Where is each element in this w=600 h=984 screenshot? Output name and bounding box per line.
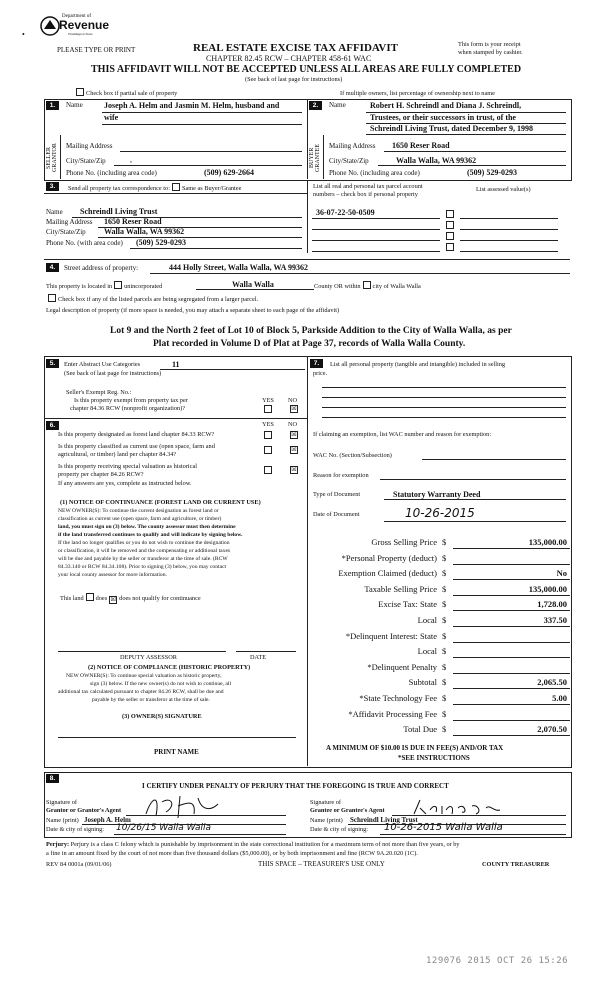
abstract-label: Enter Abstract Use Categories — [64, 361, 141, 368]
corr-name-label: Name — [46, 208, 63, 216]
seller-city-label: City/State/Zip — [66, 157, 106, 165]
county-or-city — [314, 281, 421, 290]
buyer-city-label: City/State/Zip — [329, 157, 369, 165]
amount-underline-1 — [453, 564, 570, 565]
land-label: This land — [60, 595, 84, 602]
grantor-name-label: Name (print) — [46, 817, 79, 824]
section-7-num: 7. — [310, 359, 323, 368]
logo-emblem-icon — [40, 16, 60, 36]
parcel-4-checkbox[interactable] — [446, 243, 454, 251]
amount-dollar-10: $ — [442, 693, 447, 703]
does-label: does — [95, 595, 108, 602]
unincorporated-label: unincorporated — [124, 283, 163, 290]
seller-name-1[interactable]: Joseph A. Helm and Jasmin M. Helm, husband and — [104, 101, 280, 110]
deputy-assessor: DEPUTY ASSESSOR — [120, 654, 177, 661]
parcel-value[interactable]: 36-07-22-50-0509 — [316, 208, 375, 217]
amount-dollar-9: $ — [442, 677, 447, 688]
n1-line-2: classification as current use (open space, farm and agriculture, or timber) — [58, 516, 222, 522]
exempt-yes-checkbox[interactable] — [264, 405, 272, 413]
corr-name-value[interactable]: Schreindl Living Trust — [80, 207, 158, 216]
section-8-num: 8. — [46, 774, 59, 783]
if-yes-note: If any answers are yes, complete as instructed below. — [58, 480, 192, 487]
logo-word: Revenue — [59, 18, 110, 32]
logo-dept: Department of — [62, 14, 92, 19]
section-1-num: 1. — [46, 101, 59, 110]
corr-phone-value[interactable]: (509) 529-0293 — [136, 238, 186, 247]
amount-underline-5 — [453, 626, 570, 627]
buyer-side-label: BUYER GRANTEE — [309, 144, 321, 172]
s5-no: NO — [288, 397, 298, 404]
historic-no-checkbox[interactable]: ☒ — [291, 467, 297, 473]
certify: I CERTIFY UNDER PENALTY OF PERJURY THAT THE FOREGOING IS TRUE AND CORRECT — [142, 782, 449, 790]
amount-value-3[interactable]: 135,000.00 — [528, 583, 567, 594]
partial-sale — [74, 88, 177, 97]
legal-line-2[interactable]: Plat recorded in Volume D of Plat at Page 37, records of Walla Walla County. — [153, 339, 466, 349]
city-of-label: city of Walla Walla — [372, 283, 421, 290]
grantor-agent-label: Grantor or Grantor's Agent — [46, 807, 122, 814]
seller-city-value[interactable]: , — [130, 155, 132, 164]
q-historic-1: Is this property receiving special valuation as historical — [58, 463, 198, 470]
n1-line-1: NEW OWNER(S): To continue the current designation as forest land or — [58, 508, 219, 514]
section-3-num: 3. — [46, 182, 59, 191]
city-checkbox[interactable] — [363, 281, 371, 289]
wac-label: WAC No. (Section/Subsection) — [313, 452, 392, 459]
assessor-date: DATE — [250, 654, 267, 661]
revenue-logo — [40, 14, 110, 40]
does-not-checkbox[interactable]: ☒ — [110, 597, 116, 603]
please-type: PLEASE TYPE OR PRINT — [57, 46, 136, 54]
section-6-num: 6. — [46, 421, 59, 430]
grantee-date-value[interactable]: 10-26-2015 Walla Walla — [384, 822, 503, 833]
amount-underline-4 — [453, 610, 570, 611]
amount-value-9[interactable]: 2,065.50 — [537, 677, 567, 688]
amount-label-12: Total Due — [403, 724, 437, 735]
street-label: Street address of property: — [64, 264, 139, 272]
county-or-label: County OR within — [314, 283, 361, 290]
amount-dollar-6: $ — [442, 630, 447, 641]
reason-label: Reason for exemption — [313, 472, 369, 479]
unincorporated-checkbox[interactable] — [114, 281, 122, 289]
amount-value-0[interactable]: 135,000.00 — [528, 537, 567, 547]
county-value[interactable]: Walla Walla — [232, 280, 274, 289]
see-back-note: (See back of last page for instructions) — [245, 76, 343, 83]
amount-dollar-3: $ — [442, 583, 447, 594]
amount-label-3: Taxable Selling Price — [364, 583, 437, 594]
n1-line-3: land, you must sign on (3) below. The county assessor must then determine — [58, 524, 236, 530]
assessed-label: List assessed value(s) — [476, 186, 531, 193]
n1-line-9: your local county assessor for more information. — [58, 572, 167, 578]
county-treasurer: COUNTY TREASURER — [482, 861, 550, 868]
amount-label-9: Subtotal — [408, 677, 437, 688]
buyer-name-2[interactable]: Trustees, or their successors in trust, of the — [370, 113, 516, 122]
q-current-use-2: agricultural, or timber) land per chapter 84.34? — [58, 451, 177, 458]
doc-date-value[interactable]: 10-26-2015 — [405, 506, 475, 520]
corr-city-value[interactable]: Walla Walla, WA 99362 — [104, 227, 185, 236]
claiming-label: If claiming an exemption, list WAC number and reason for exemption: — [313, 431, 492, 438]
historic-yes-checkbox[interactable] — [264, 466, 272, 474]
amount-underline-6 — [453, 642, 570, 643]
amount-dollar-8: $ — [442, 661, 447, 672]
corr-phone-label: Phone No. (with area code) — [46, 239, 123, 247]
n1-line-5: If the land no longer qualifies or you do not wish to continue the designation — [58, 540, 230, 546]
n2-title: (2) NOTICE OF COMPLIANCE (HISTORIC PROPERTY) — [88, 664, 251, 671]
seller-name-2[interactable]: wife — [104, 113, 119, 122]
amount-label-5: Local — [417, 615, 437, 625]
seller-phone-value[interactable]: (509) 629-2664 — [204, 168, 254, 177]
send-label: Send all property tax correspondence to: — [68, 185, 170, 192]
does-not-label: does not qualify for continuance — [119, 595, 201, 602]
amount-underline-9 — [453, 688, 570, 689]
exempt-reg: Seller's Exempt Reg. No.: — [66, 389, 132, 396]
form-warning: THIS AFFIDAVIT WILL NOT BE ACCEPTED UNLESS ALL AREAS ARE FULLY COMPLETED — [91, 64, 522, 75]
abstract-see-back: (See back of last page for instructions) — [64, 370, 162, 377]
amount-value-12[interactable]: 2,070.50 — [537, 724, 567, 735]
grantee-agent-label: Grantee or Grantee's Agent — [310, 807, 385, 814]
doc-date-label: Date of Document — [313, 511, 360, 518]
q-forest: Is this property designated as forest land chapter 84.33 RCW? — [58, 431, 215, 438]
s5-yes: YES — [262, 397, 274, 404]
bullet-mark: • — [22, 30, 25, 39]
amount-dollar-12: $ — [442, 724, 447, 735]
grantee-name-label: Name (print) — [310, 817, 343, 824]
grantee-name-value[interactable]: Schreindl Living Trust — [350, 816, 418, 824]
see-instructions: *SEE INSTRUCTIONS — [398, 754, 470, 762]
grantor-name-value[interactable]: Joseph A. Helm — [84, 816, 131, 824]
doc-type-label: Type of Document — [313, 491, 361, 498]
seller-phone-label: Phone No. (including area code) — [66, 169, 157, 177]
s6-no: NO — [288, 421, 298, 428]
cashier-stamp: 129076 2015 OCT 26 15:26 — [426, 956, 569, 966]
segregated-row — [46, 294, 258, 303]
n1-title: (1) NOTICE OF CONTINUANCE (FOREST LAND OR CURRENT USE) — [60, 499, 261, 506]
buyer-city-value[interactable]: Walla Walla, WA 99362 — [396, 156, 477, 165]
amount-dollar-2: $ — [442, 568, 447, 579]
form-title: REAL ESTATE EXCISE TAX AFFIDAVIT — [193, 42, 398, 54]
amount-underline-10 — [453, 704, 570, 705]
n2-line-2: sign (3) below. If the new owner(s) do not wish to continue, all — [90, 681, 232, 687]
grantor-date-label: Date & city of signing: — [46, 826, 105, 833]
perjury-label: Perjury: — [46, 841, 70, 848]
amount-underline-3 — [453, 595, 570, 596]
parcel-1-checkbox[interactable] — [446, 210, 454, 218]
section-2-num: 2. — [309, 101, 322, 110]
segregated-checkbox[interactable] — [48, 294, 56, 302]
legal-line-1[interactable]: Lot 9 and the North 2 feet of Lot 10 of Block 5, Parkside Addition to the City of Walla Walla, as per — [110, 326, 512, 336]
amount-underline-11 — [453, 720, 570, 721]
amount-dollar-11: $ — [442, 708, 447, 719]
q-exempt-1: Is this property exempt from property tax per — [74, 397, 188, 404]
corr-mailing-label: Mailing Address — [46, 218, 93, 226]
grantee-sig-label: Signature of — [310, 799, 341, 806]
same-as-label: Same as Buyer/Grantee — [181, 185, 242, 192]
amount-label-0: Gross Selling Price — [371, 537, 437, 547]
section-5-num: 5. — [46, 359, 59, 368]
n2-line-1: NEW OWNER(S): To continue special valuation as historic property, — [66, 673, 222, 679]
amount-underline-0 — [453, 548, 570, 549]
grantor-date-value[interactable]: 10/26/15 Walla Walla — [116, 823, 212, 833]
grantor-sig-label: Signature of — [46, 799, 77, 806]
amount-dollar-0: $ — [442, 537, 447, 547]
logo-state: Washington State — [68, 32, 93, 36]
corr-city-label: City/State/Zip — [46, 228, 86, 236]
current-use-no-checkbox[interactable]: ☒ — [291, 447, 297, 453]
n2-line-4: payable by the seller or transferor at the time of sale. — [92, 697, 210, 703]
personal-1: List all personal property (tangible and intangible) included in selling — [330, 361, 506, 368]
seller-name-label: Name — [66, 101, 83, 109]
print-name: PRINT NAME — [154, 748, 199, 756]
amount-underline-8 — [453, 673, 570, 674]
same-as-buyer-checkbox[interactable] — [172, 183, 180, 191]
buyer-phone-value[interactable]: (509) 529-0293 — [467, 168, 517, 177]
segregated-label: Check box if any of the listed parcels are being segregated from a larger parcel. — [58, 296, 259, 303]
amount-label-7: Local — [417, 646, 437, 657]
amount-value-2[interactable]: No — [556, 568, 567, 579]
parcel-3-checkbox[interactable] — [446, 232, 454, 240]
rev-number: REV 84 0001a (09/01/06) — [46, 861, 112, 868]
buyer-mailing-label: Mailing Address — [329, 142, 376, 150]
current-use-yes-checkbox[interactable] — [264, 446, 272, 454]
legal-label: Legal description of property (if more space is needed, you may attach a separate sheet to each page of the affidavit) — [46, 307, 340, 314]
seller-mailing-label: Mailing Address — [66, 142, 113, 150]
receipt-note-1: This form is your receipt — [458, 41, 521, 48]
amount-label-1: *Personal Property (deduct) — [341, 552, 437, 563]
exempt-no-checkbox[interactable]: ☒ — [291, 406, 297, 412]
section-4-num: 4. — [46, 263, 59, 272]
treasurer-use: THIS SPACE – TREASURER'S USE ONLY — [258, 860, 385, 868]
located-label: This property is located in — [46, 283, 113, 290]
buyer-phone-label: Phone No. (including area code) — [329, 169, 420, 177]
amount-dollar-1: $ — [442, 552, 447, 563]
perjury-line-2: a fine in an amount fixed by the court of not more than five thousand dollars ($5,000.00), or by both imprisonment and fine (RCW 9A.20.020 (1C). — [46, 850, 418, 857]
personal-2: price. — [313, 370, 328, 377]
send-correspondence — [68, 183, 241, 192]
street-value[interactable]: 444 Holly Street, Walla Walla, WA 99362 — [169, 263, 308, 272]
land-qualify — [60, 593, 201, 604]
n1-line-7: will be due and payable by the seller or transferor at the time of sale. (RCW — [58, 556, 228, 562]
amount-label-6: *Delinquent Interest: State — [345, 630, 437, 641]
amount-label-10: *State Technology Fee — [359, 693, 437, 703]
forest-no-checkbox[interactable]: ☒ — [291, 432, 297, 438]
buyer-name-3[interactable]: Schreindl Living Trust, dated December 9, 1998 — [370, 124, 533, 133]
buyer-name-label: Name — [329, 101, 346, 109]
located-in — [46, 281, 162, 290]
q-historic-2: property per chapter 84.26 RCW? — [58, 471, 144, 478]
doc-type-value[interactable]: Statutory Warranty Deed — [393, 490, 481, 499]
parcel-2-checkbox[interactable] — [446, 221, 454, 229]
n3-title: (3) OWNER(S) SIGNATURE — [122, 713, 202, 720]
amount-value-5[interactable]: 337.50 — [543, 615, 567, 625]
amount-dollar-5: $ — [442, 615, 447, 625]
grantee-date-label: Date & city of signing: — [310, 826, 369, 833]
minimum-note: A MINIMUM OF $10.00 IS DUE IN FEE(S) AND/OR TAX — [326, 744, 504, 752]
amount-label-4: Excise Tax: State — [378, 599, 437, 610]
receipt-note-2: when stamped by cashier. — [458, 49, 523, 56]
form-chapter: CHAPTER 82.45 RCW – CHAPTER 458-61 WAC — [206, 54, 372, 63]
parcel-label-2: numbers – check box if personal property — [313, 191, 418, 198]
amount-underline-2 — [453, 579, 570, 580]
amount-dollar-4: $ — [442, 599, 447, 610]
corr-mailing-value[interactable]: 1650 Reser Road — [104, 217, 162, 226]
amount-value-10[interactable]: 5.00 — [552, 693, 567, 703]
parcel-label-1: List all real and personal tax parcel account — [313, 183, 423, 190]
forest-yes-checkbox[interactable] — [264, 431, 272, 439]
q-current-use-1: Is this property classified as current use (open space, farm and — [58, 443, 215, 450]
perjury-line-1 — [46, 841, 460, 848]
n1-line-8: 84.33.140 or RCW 84.34.108). Prior to signing (3) below, you may contact — [58, 564, 227, 570]
amount-label-11: *Affidavit Processing Fee — [348, 708, 437, 719]
n1-line-4: if the land transferred continues to qualify and will indicate by signing below. — [58, 532, 243, 538]
abstract-value[interactable]: 11 — [172, 360, 180, 369]
amount-value-4[interactable]: 1,728.00 — [537, 599, 567, 610]
n2-line-3: additional tax calculated pursuant to chapter 84.26 RCW, shall be due and — [58, 689, 224, 695]
does-checkbox[interactable] — [86, 593, 94, 601]
partial-sale-checkbox[interactable] — [76, 88, 84, 96]
q-exempt-2: chapter 84.36 RCW (nonprofit organization)? — [70, 405, 186, 412]
amount-underline-7 — [453, 657, 570, 658]
amount-label-2: Exemption Claimed (deduct) — [338, 568, 437, 579]
s6-yes: YES — [262, 421, 274, 428]
n1-line-6: or classification, it will be removed and the compensating or additional taxes — [58, 548, 231, 554]
seller-side-label: SELLER GRANTOR — [46, 143, 58, 173]
perjury-text-1: Perjury is a class C felony which is punishable by imprisonment in the state correctional institution for a maximum term of not more than five years, or by — [70, 841, 460, 848]
amount-underline-12 — [453, 735, 570, 736]
multiple-owners-note: If multiple owners, list percentage of ownership next to name — [340, 90, 495, 97]
buyer-name-1[interactable]: Robert H. Schreindl and Diana J. Schreindl, — [370, 101, 522, 110]
amount-label-8: *Delinquent Penalty — [367, 661, 437, 672]
amount-dollar-7: $ — [442, 646, 447, 657]
partial-sale-label: Check box if partial sale of property — [86, 90, 178, 97]
buyer-mailing-value[interactable]: 1650 Reser Road — [392, 141, 450, 150]
